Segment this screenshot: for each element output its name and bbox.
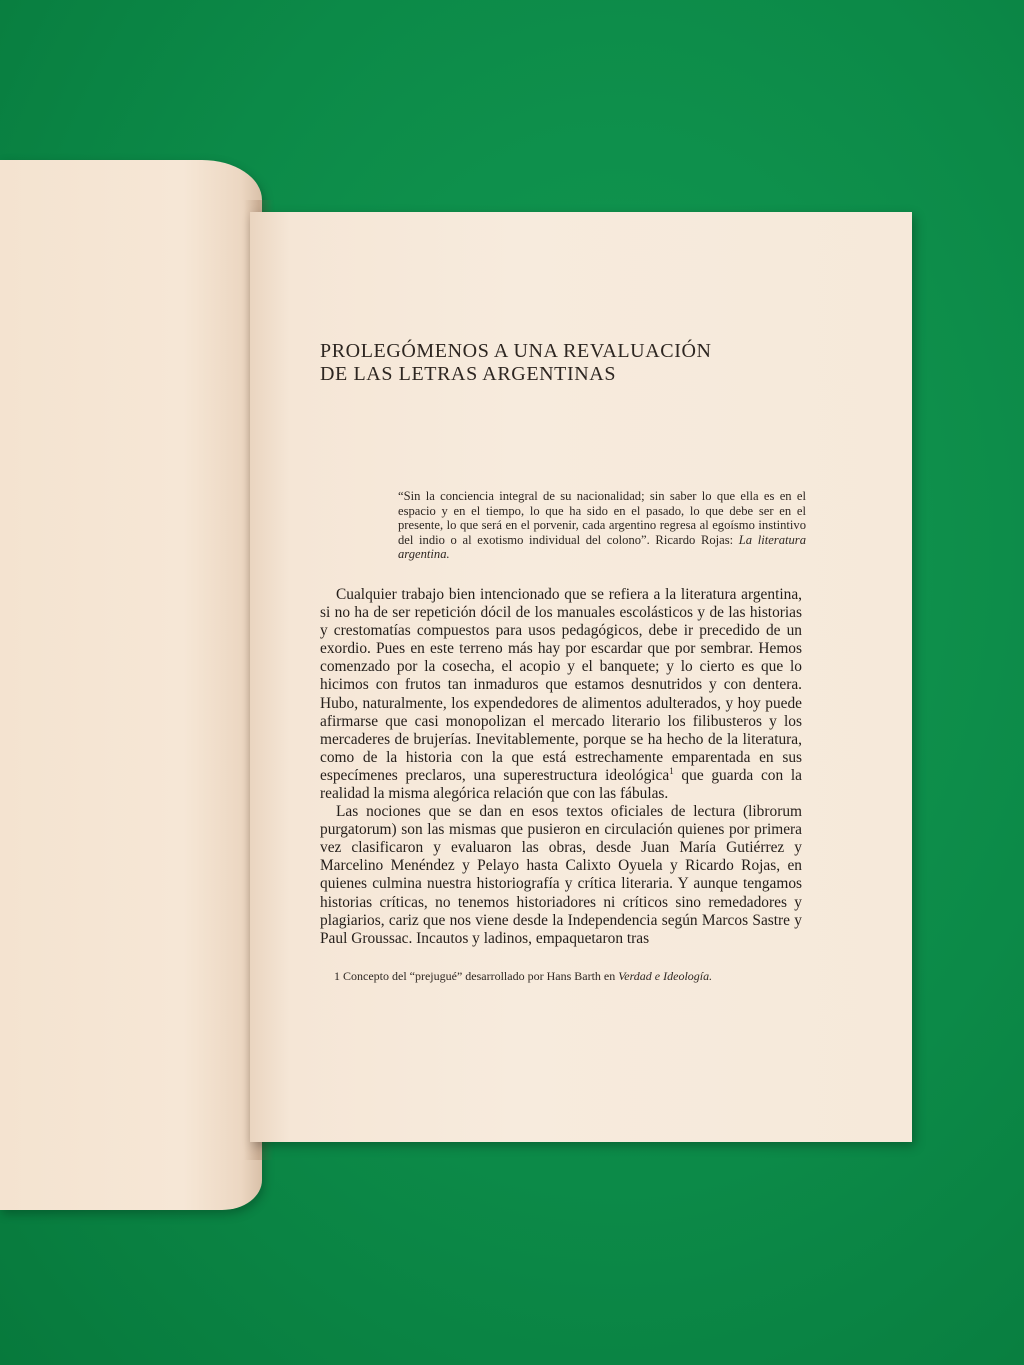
footnote-marker: 1	[334, 968, 340, 983]
chapter-title	[320, 340, 870, 386]
footnote-source: Verdad e Ideología.	[618, 968, 713, 983]
right-page	[250, 212, 912, 1142]
footnote	[320, 968, 802, 984]
page-content	[320, 340, 870, 984]
body-text	[320, 586, 802, 948]
paragraph-2: Las nociones que se dan en esos textos oficiales de lectura (librorum purgatorum) son las mismas que pusieron en circulación quienes por primera vez clasificaron y evaluaron las obras, desde Juan María Gutiérrez y Marcelino Menéndez y Pelayo hasta Calixto Oyuela y Ricardo Rojas, en quienes culmina nuestra historiografía y crítica literaria. Y aunque tengamos historias críticas, no tenemos historiadores ni críticos sino remedadores y plagiarios, cariz que nos viene desde la Independencia según Marcos Sastre y Paul Groussac. Incautos y ladinos, empaquetaron tras	[320, 803, 802, 947]
paragraph-1-text-a: Cualquier trabajo bien intencionado que se refiera a la literatura argentina, si no ha de ser repetición dócil de los manuales escolásticos y de las historias y crestomatías compuestos para usos pedagógicos, debe ir precedido de un exordio. Pues en este terreno más hay por escardar que por sembrar. Hemos comenzado por la cosecha, el acopio y el banquete; y lo cierto es que lo hicimos con frutos tan inmaduros que estamos desnutridos y con dentera. Hubo, naturalmente, los expendedores de alimentos adulterados, y hoy puede afirmarse que casi monopolizan el mercado literario los filibusteros y los mercaderes de brujerías. Inevitablemente, porque se ha hecho de la literatura, como de la historia con la que está estrechamente emparentada en sus especímenes preclaros, una superestructura ideológica	[320, 585, 802, 784]
paragraph-1	[320, 586, 802, 803]
epigraph-text: “Sin la conciencia integral de su nacionalidad; sin saber lo que ella es en el espacio y en el tiempo, lo que ha sido en el pasado, lo que debe ser en el presente, lo que será en el porvenir, cada argentino regresa al egoísmo instintivo del indio o al exotismo individual del colono”. Ricardo Rojas:	[398, 489, 806, 547]
chapter-title-line-2: DE LAS LETRAS ARGENTINAS	[320, 363, 617, 385]
footnote-text: Concepto del “prejugué” desarrollado por Hans Barth en	[340, 968, 619, 983]
epigraph-source: La literatura argentina.	[398, 532, 807, 562]
paragraph-1-text-b: que guarda con la realidad la misma alegórica relación que con las fábulas.	[320, 766, 802, 802]
epigraph	[398, 489, 806, 562]
footnote-reference: 1	[669, 765, 674, 776]
left-page	[0, 160, 262, 1210]
chapter-title-line-1: PROLEGÓMENOS A UNA REVALUACIÓN	[320, 340, 712, 362]
